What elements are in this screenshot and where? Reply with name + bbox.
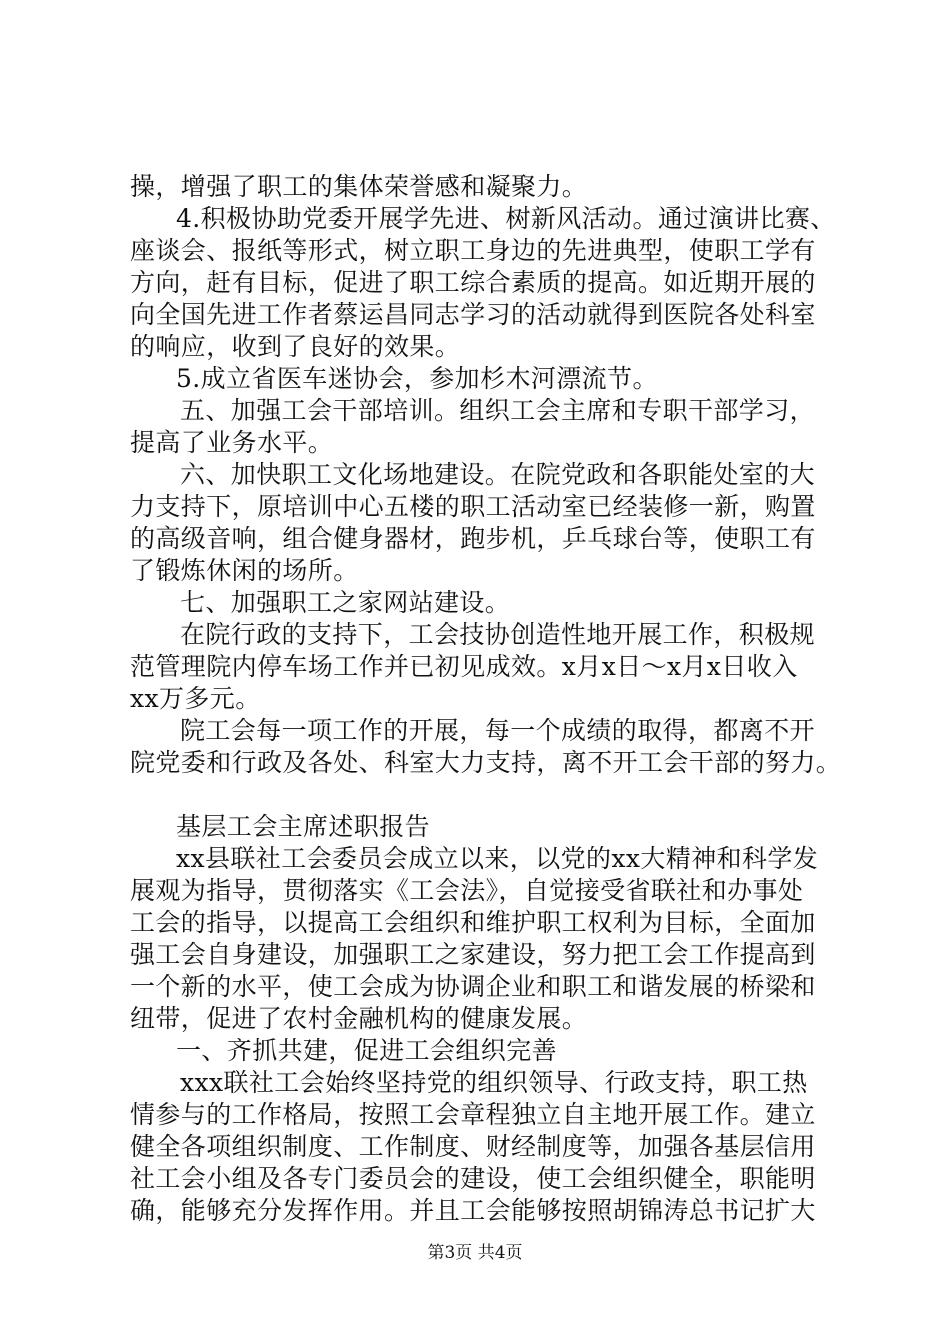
text-line: 操，增强了职工的集体荣誉感和凝聚力。 (130, 172, 588, 201)
text-line: 一、齐抓共建，促进工会组织完善 (176, 1036, 558, 1065)
text-line: 座谈会、报纸等形式，树立职工身边的先进典型，使职工学有 (130, 236, 816, 265)
text-line: 提高了业务水平。 (130, 428, 334, 457)
text-line: 的高级音响，组合健身器材，跑步机，乒乓球台等，使职工有 (130, 524, 816, 553)
text-line: 工会的指导，以提高工会组织和维护职工权利为目标，全面加 (130, 908, 816, 937)
text-line: 社工会小组及各专门委员会的建设，使工会组织健全，职能明 (130, 1164, 816, 1193)
text-line: 确，能够充分发挥作用。并且工会能够按照胡锦涛总书记扩大 (130, 1196, 816, 1225)
text-line: 七、加强职工之家网站建设。 (180, 588, 511, 617)
text-line: 情参与的工作格局，按照工会章程独立自主地开展工作。建立 (130, 1100, 816, 1129)
text-line: 力支持下，原培训中心五楼的职工活动室已经装修一新，购置 (130, 492, 816, 521)
text-line: 展观为指导，贯彻落实《工会法》，自觉接受省联社和办事处 (130, 876, 804, 905)
text-line: 五、加强工会干部培训。组织工会主席和专职干部学习， (180, 396, 816, 425)
text-line: 一个新的水平，使工会成为协调企业和职工和谐发展的桥梁和 (130, 972, 816, 1001)
text-line: 5.成立省医车迷协会，参加杉木河漂流节。 (176, 364, 658, 393)
section-title: 基层工会主席述职报告 (176, 812, 431, 841)
text-line: 范管理院内停车场工作并已初见成效。x月x日～x月x日收入 (130, 652, 798, 681)
text-line: 六、加快职工文化场地建设。在院党政和各职能处室的大 (180, 460, 816, 489)
text-line: xxx联社工会始终坚持党的组织领导、行政支持，职工热 (180, 1068, 808, 1097)
text-line: 方向，赶有目标，促进了职工综合素质的提高。如近期开展的 (130, 268, 816, 297)
text-line: xx县联社工会委员会成立以来，以党的xx大精神和科学发 (176, 844, 819, 873)
text-line: 了锻炼休闲的场所。 (130, 556, 359, 585)
text-line: 院党委和行政及各处、科室大力支持，离不开工会干部的努力。 (130, 748, 842, 777)
text-line: 向全国先进工作者蔡运昌同志学习的活动就得到医院各处科室 (130, 300, 816, 329)
text-line: 强工会自身建设，加强职工之家建设，努力把工会工作提高到 (130, 940, 816, 969)
text-line: 4.积极协助党委开展学先进、树新风活动。通过演讲比赛、 (176, 204, 836, 233)
text-line: xx万多元。 (130, 684, 261, 713)
text-line: 健全各项组织制度、工作制度、财经制度等，加强各基层信用 (130, 1132, 816, 1161)
text-line: 的响应，收到了良好的效果。 (130, 332, 461, 361)
text-line: 院工会每一项工作的开展，每一个成绩的取得，都离不开 (180, 716, 816, 745)
page-footer: 第3页 共4页 (427, 1243, 523, 1263)
text-line: 纽带，促进了农村金融机构的健康发展。 (130, 1004, 588, 1033)
text-line: 在院行政的支持下，工会技协创造性地开展工作，积极规 (180, 620, 816, 649)
